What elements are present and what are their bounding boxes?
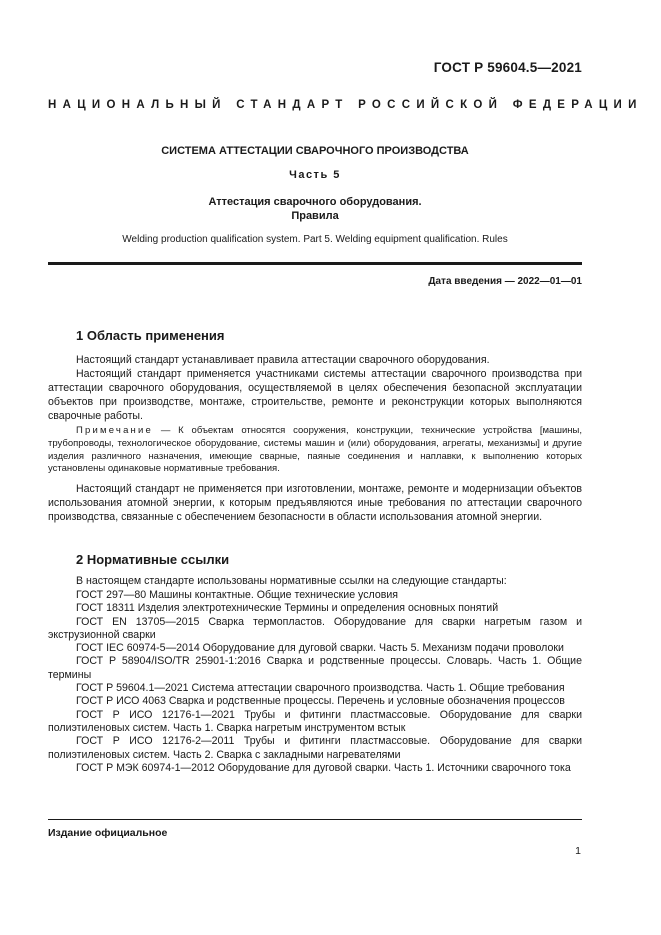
doc-code: ГОСТ Р 59604.5—2021 [433,60,582,75]
subtitle-line-1: Аттестация сварочного оборудования. [208,196,422,208]
reference-item: ГОСТ IEC 60974-5—2014 Оборудование для дуговой сварки. Часть 5. Механизм подачи проволоки [76,642,564,655]
reference-item: ГОСТ Р 58904/ISO/TR 25901-1:2016 Сварка и родственные процессы. Словарь. Часть 1. Общие термины [48,655,582,681]
reference-item: ГОСТ Р ИСО 12176-1—2021 Трубы и фитинги пластмассовые. Оборудование для сварки полиэтиленовых систем. Часть 1. Сварка нагретым инструментом встык [48,708,582,734]
section-1-note [48,425,582,476]
section-1-paragraph-3: Настоящий стандарт не применяется при изготовлении, монтаже, ремонте и модернизации объектов использования атомной энергии, к которым предъявляются иные требования по аттестации сварочного производства, связанные с обеспечением безопасности в области использования атомной энергии. [48,483,582,523]
footer-divider [48,819,582,820]
reference-item: ГОСТ Р 59604.1—2021 Система аттестации сварочного производства. Часть 1. Общие требования [76,682,565,695]
references-list [48,589,582,775]
reference-item: ГОСТ 297—80 Машины контактные. Общие технические условия [76,589,398,601]
section-1-paragraph-1: Настоящий стандарт устанавливает правила аттестации сварочного оборудования. [76,354,490,366]
section-1-paragraph-2: Настоящий стандарт применяется участниками системы аттестации сварочного производства при аттестации сварочного оборудования, осуществляемой в целях обеспечения безопасной эксплуатации объектов при производстве, монтаже, строительстве, ремонте и реконструкции которых выполняются сварочные работы. [48,368,582,422]
english-title: Welding production qualification system. Part 5. Welding equipment qualification. Rules [122,234,508,245]
subtitle-line-2: Правила [291,210,339,222]
reference-item: ГОСТ 18311 Изделия электротехнические Термины и определения основных понятий [76,602,499,615]
section-2-heading: 2 Нормативные ссылки [76,552,230,567]
reference-item: ГОСТ Р МЭК 60974-1—2012 Оборудование для дуговой сварки. Часть 1. Источники сварочного тока [76,761,571,774]
section-1-heading: 1 Область применения [76,328,225,343]
introduction-date: Дата введения — 2022—01—01 [428,276,582,287]
reference-item: ГОСТ Р ИСО 4063 Сварка и родственные процессы. Перечень и условные обозначения процессов [76,695,565,708]
part-label: Часть 5 [289,169,341,181]
document-subtitle [48,195,582,223]
reference-item: ГОСТ Р ИСО 12176-2—2011 Трубы и фитинги пластмассовые. Оборудование для сварки полиэтиленовых систем. Часть 2. Сварка с закладными нагревателями [48,735,582,761]
note-text: — К объектам относятся сооружения, конструкции, технические устройства [машины, трубопроводы, технологическое оборудование, системы машин и (или) оборудования, агрегаты, механизмы] и другие изделия различного назначения, имеющие сварные, паяные соединения и наплавки, к выполнению которых установлены одинаковые нормативные требования. [48,425,582,475]
page-number: 1 [575,845,581,857]
title-divider [48,262,582,265]
official-edition-label: Издание официальное [48,827,168,839]
references-lead: В настоящем стандарте использованы нормативные ссылки на следующие стандарты: [76,575,507,587]
reference-item: ГОСТ EN 13705—2015 Сварка термопластов. Оборудование для сварки нагретым газом и экструзионной сварки [48,615,582,641]
national-standard-heading: НАЦИОНАЛЬНЫЙ СТАНДАРТ РОССИЙСКОЙ ФЕДЕРАЦИИ [48,99,643,111]
system-title: СИСТЕМА АТТЕСТАЦИИ СВАРОЧНОГО ПРОИЗВОДСТВА [161,145,469,157]
note-label: Примечание [76,425,153,436]
